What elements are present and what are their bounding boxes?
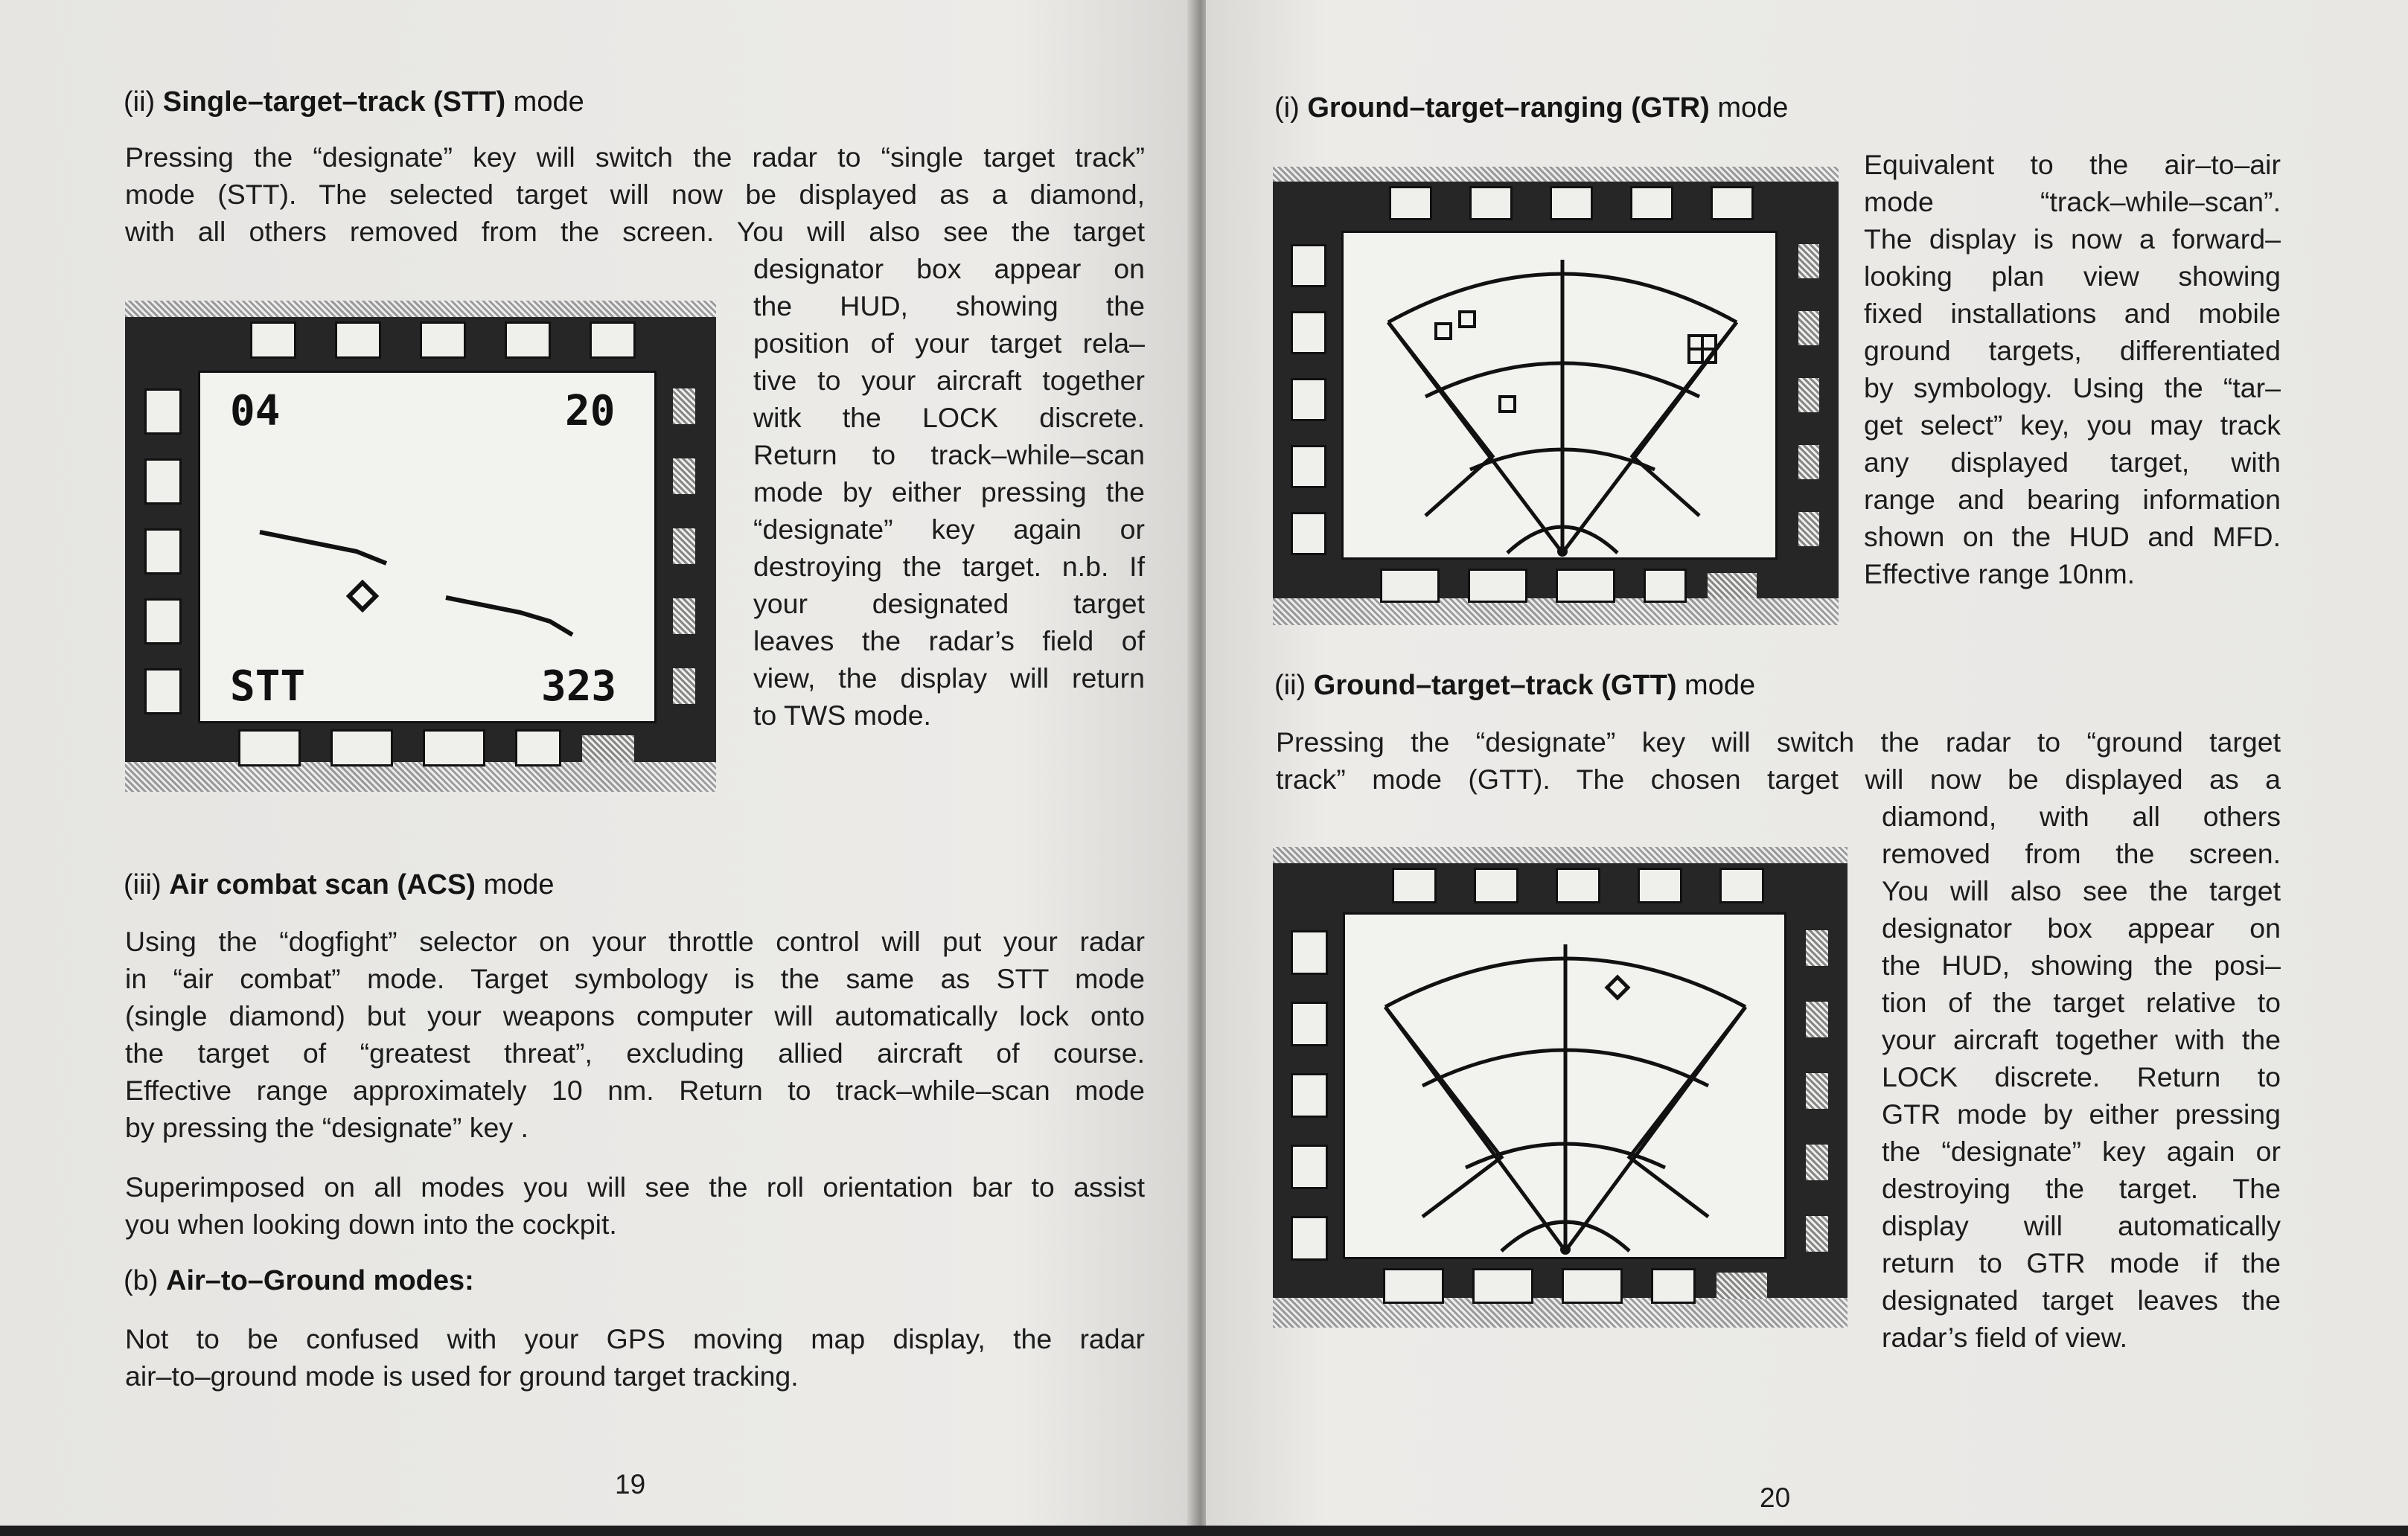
gtt-text-line: tion of the target relative to bbox=[1882, 987, 2281, 1018]
mfd-side-key bbox=[1291, 1145, 1328, 1189]
acs-text-line: Effective range approximately 10 nm. Return to track–while–scan mode bbox=[125, 1075, 1145, 1106]
page-number: 19 bbox=[615, 1469, 646, 1500]
gtt-text-line: your aircraft together with the bbox=[1882, 1024, 2281, 1055]
mfd-top-key bbox=[1711, 186, 1754, 220]
target-diamond-icon bbox=[349, 583, 376, 609]
mfd-bottom-key bbox=[1468, 569, 1527, 603]
gtt-text-line: removed from the screen. bbox=[1882, 838, 2281, 869]
mfd-side-key bbox=[1291, 1073, 1328, 1118]
stt-readout-top-right: 20 bbox=[565, 387, 616, 435]
gtr-text-line: get select” key, you may track bbox=[1864, 409, 2281, 441]
acs-text-line: in “air combat” mode. Target symbology is the same as STT mode bbox=[125, 963, 1145, 994]
mfd-top-key bbox=[1638, 868, 1682, 903]
stt-screen bbox=[198, 371, 657, 723]
gtt-text-line: destroying the target. The bbox=[1882, 1173, 2281, 1204]
mfd-top-key bbox=[505, 321, 551, 359]
mfd-side-key bbox=[144, 528, 182, 575]
gtr-text-line: ground targets, differentiated bbox=[1864, 335, 2281, 366]
stt-text-line: your designated target bbox=[753, 588, 1145, 619]
mfd-bottom-key bbox=[238, 729, 301, 767]
mfd-side-key bbox=[1291, 445, 1326, 488]
gtr-text-line: The display is now a forward– bbox=[1864, 223, 2281, 255]
stt-text-line: tive to your aircraft together bbox=[753, 365, 1145, 396]
roll-text-line: you when looking down into the cockpit. bbox=[125, 1209, 617, 1240]
ground-target-icon bbox=[1460, 312, 1475, 327]
stt-text-line: to TWS mode. bbox=[753, 700, 931, 731]
mfd-top-key bbox=[250, 321, 296, 359]
page-19 bbox=[0, 0, 1195, 1526]
mfd-side-key bbox=[1291, 244, 1326, 287]
mfd-top-key bbox=[1719, 868, 1764, 903]
gtt-text-line: radar’s field of view. bbox=[1882, 1322, 2128, 1353]
target-diamond-icon bbox=[1607, 977, 1628, 998]
stt-text-line: designator box appear on bbox=[753, 253, 1145, 284]
mfd-side-key bbox=[144, 388, 182, 435]
stt-text-line: leaves the radar’s field of bbox=[753, 625, 1145, 656]
gtt-text-line: designator box appear on bbox=[1882, 912, 2281, 944]
mfd-top-key bbox=[1630, 186, 1673, 220]
atg-text-line: air–to–ground mode is used for ground target tracking. bbox=[125, 1360, 799, 1392]
gtr-heading: (i) Ground–target–ranging (GTR) mode bbox=[1274, 92, 1789, 124]
gtr-screen bbox=[1341, 231, 1778, 560]
mfd-top-key bbox=[420, 321, 466, 359]
gtt-text-line: diamond, with all others bbox=[1882, 801, 2281, 832]
mfd-top-key bbox=[590, 321, 636, 359]
gtt-screen bbox=[1343, 912, 1786, 1259]
mfd-bottom-key bbox=[515, 729, 561, 767]
mfd-side-key bbox=[1291, 1216, 1328, 1261]
gtt-text-line: Pressing the “designate” key will switch the radar to “ground target bbox=[1276, 726, 2281, 758]
ground-target-icon bbox=[1500, 397, 1515, 412]
mfd-top-key bbox=[1550, 186, 1593, 220]
gtr-text-line: range and bearing information bbox=[1864, 484, 2281, 515]
gtt-heading: (ii) Ground–target–track (GTT) mode bbox=[1274, 670, 1756, 701]
mfd-side-key bbox=[144, 458, 182, 505]
stt-text-line: the HUD, showing the bbox=[753, 290, 1145, 321]
acs-text-line: Using the “dogfight” selector on your throttle control will put your radar bbox=[125, 926, 1145, 957]
mfd-top-key bbox=[1474, 868, 1518, 903]
gtr-text-line: Equivalent to the air–to–air bbox=[1864, 149, 2281, 180]
ground-target-icon bbox=[1436, 324, 1451, 339]
mfd-bottom-key bbox=[1556, 569, 1615, 603]
mfd-top-key bbox=[1556, 868, 1600, 903]
mfd-side-key bbox=[1291, 512, 1326, 555]
mfd-top-key bbox=[1392, 868, 1437, 903]
atg-text-line: Not to be confused with your GPS moving map display, the radar bbox=[125, 1323, 1145, 1354]
roll-bar-left bbox=[260, 532, 386, 563]
mfd-bottom-key bbox=[423, 729, 485, 767]
mfd-side-key bbox=[1291, 1002, 1328, 1046]
mfd-side-key bbox=[144, 668, 182, 714]
acs-text-line: (single diamond) but your weapons computer will automatically lock onto bbox=[125, 1000, 1145, 1031]
mfd-top-key bbox=[1389, 186, 1432, 220]
stt-text-line: witk the LOCK discrete. bbox=[753, 402, 1145, 433]
mfd-top-key bbox=[1469, 186, 1513, 220]
roll-text-line: Superimposed on all modes you will see the roll orientation bar to assist bbox=[125, 1171, 1145, 1203]
page-number: 20 bbox=[1760, 1482, 1791, 1513]
stt-readout-bottom-right: 323 bbox=[541, 662, 617, 711]
stt-text-line: Pressing the “designate” key will switch the radar to “single target track” bbox=[125, 141, 1145, 173]
gtt-text-line: the HUD, showing the posi– bbox=[1882, 950, 2281, 981]
stt-readout-bottom-left: STT bbox=[230, 662, 306, 711]
mfd-top-key bbox=[335, 321, 381, 359]
acs-heading: (iii) Air combat scan (ACS) mode bbox=[124, 869, 555, 900]
stt-text-line: Return to track–while–scan bbox=[753, 439, 1145, 470]
gtr-text-line: by symbology. Using the “tar– bbox=[1864, 372, 2281, 403]
gtr-text-line: any displayed target, with bbox=[1864, 447, 2281, 478]
own-aircraft-icon bbox=[1557, 546, 1568, 557]
gtt-text-line: return to GTR mode if the bbox=[1882, 1247, 2281, 1279]
mfd-bottom-key bbox=[330, 729, 393, 767]
acs-text-line: the target of “greatest threat”, excluding allied aircraft of course. bbox=[125, 1037, 1145, 1069]
page-20 bbox=[1206, 0, 2408, 1526]
stt-text-line: with all others removed from the screen. You will also see the target bbox=[125, 216, 1145, 247]
gtr-text-line: mode “track–while–scan”. bbox=[1864, 186, 2281, 217]
gtt-text-line: display will automatically bbox=[1882, 1210, 2281, 1241]
mfd-bottom-key bbox=[1644, 569, 1687, 603]
stt-text-line: “designate” key again or bbox=[753, 513, 1145, 545]
mfd-bottom-key bbox=[1472, 1268, 1533, 1304]
mfd-bottom-key bbox=[1380, 569, 1440, 603]
stt-heading: (ii) Single–target–track (STT) mode bbox=[124, 86, 584, 118]
gtt-text-line: track” mode (GTT). The chosen target will now be displayed as a bbox=[1276, 764, 2281, 795]
gtr-text-line: looking plan view showing bbox=[1864, 260, 2281, 292]
radar-scan-grid bbox=[1388, 260, 1737, 553]
stt-text-line: mode by either pressing the bbox=[753, 476, 1145, 508]
stt-text-line: mode (STT). The selected target will now be displayed as a diamond, bbox=[125, 179, 1145, 210]
mfd-bottom-key bbox=[1383, 1268, 1444, 1304]
mfd-side-key bbox=[1291, 378, 1326, 421]
mfd-bottom-key bbox=[1651, 1268, 1696, 1304]
gtr-text-line: Effective range 10nm. bbox=[1864, 558, 2136, 589]
gtr-text-line: fixed installations and mobile bbox=[1864, 298, 2281, 329]
gtt-radar-display bbox=[1273, 847, 1847, 1328]
gtt-text-line: LOCK discrete. Return to bbox=[1882, 1061, 2281, 1092]
gtt-text-line: designated target leaves the bbox=[1882, 1284, 2281, 1316]
gtr-radar-display bbox=[1273, 167, 1839, 625]
acs-text-line: by pressing the “designate” key . bbox=[125, 1112, 528, 1143]
stt-text-line: destroying the target. n.b. If bbox=[753, 551, 1145, 582]
stt-text-line: view, the display will return bbox=[753, 662, 1145, 694]
mfd-side-key bbox=[1291, 930, 1328, 975]
mfd-side-key bbox=[144, 598, 182, 644]
gtt-text-line: GTR mode by either pressing bbox=[1882, 1098, 2281, 1130]
stt-radar-display bbox=[125, 301, 716, 792]
stt-readout-top-left: 04 bbox=[230, 387, 281, 435]
scan-edge bbox=[0, 1526, 2408, 1536]
own-aircraft-icon bbox=[1560, 1244, 1571, 1255]
roll-bar-right bbox=[446, 598, 572, 635]
atg-heading: (b) Air–to–Ground modes: bbox=[124, 1265, 474, 1296]
gtr-text-line: shown on the HUD and MFD. bbox=[1864, 521, 2281, 552]
mfd-side-key bbox=[1291, 311, 1326, 354]
radar-scan-grid bbox=[1385, 944, 1746, 1251]
gtt-text-line: You will also see the target bbox=[1882, 875, 2281, 906]
stt-text-line: position of your target rela– bbox=[753, 327, 1145, 359]
gtt-text-line: the “designate” key again or bbox=[1882, 1136, 2281, 1167]
mfd-bottom-key bbox=[1562, 1268, 1623, 1304]
